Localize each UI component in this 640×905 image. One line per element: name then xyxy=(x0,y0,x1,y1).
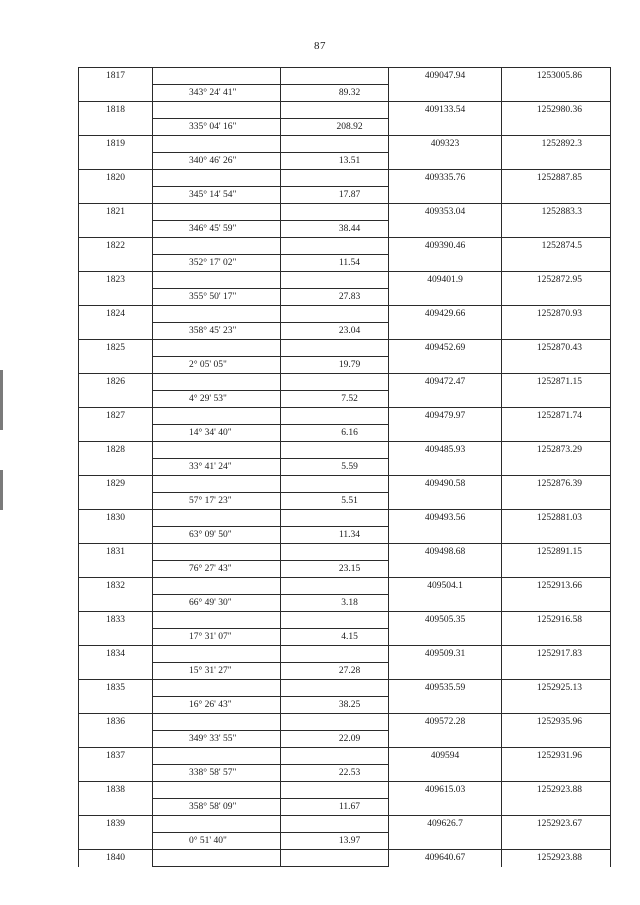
distance-cell-empty xyxy=(281,544,389,561)
station-cell-empty xyxy=(79,459,153,476)
station-row xyxy=(79,748,611,765)
bearing-cell-empty xyxy=(153,544,281,561)
distance-cell: 22.53 xyxy=(281,765,389,782)
northing-cell-empty xyxy=(389,153,502,170)
bearing-cell: 345° 14' 54" xyxy=(153,187,281,204)
easting-cell: 1252935.96 xyxy=(502,714,611,731)
segment-row xyxy=(79,799,611,816)
segment-row xyxy=(79,255,611,272)
northing-cell: 409133.54 xyxy=(389,102,502,119)
segment-row xyxy=(79,357,611,374)
northing-cell: 409505.35 xyxy=(389,612,502,629)
northing-cell-empty xyxy=(389,255,502,272)
northing-cell-empty xyxy=(389,187,502,204)
easting-cell-empty xyxy=(502,425,611,442)
easting-cell: 1252923.67 xyxy=(502,816,611,833)
bearing-cell: 14° 34' 40" xyxy=(153,425,281,442)
station-cell-empty xyxy=(79,391,153,408)
northing-cell: 409509.31 xyxy=(389,646,502,663)
distance-cell-empty xyxy=(281,782,389,799)
station-cell: 1820 xyxy=(79,170,153,187)
station-row xyxy=(79,612,611,629)
station-row xyxy=(79,340,611,357)
station-cell-empty xyxy=(79,119,153,136)
northing-cell: 409594 xyxy=(389,748,502,765)
station-row xyxy=(79,816,611,833)
bearing-cell-empty xyxy=(153,340,281,357)
easting-cell-empty xyxy=(502,663,611,680)
segment-row xyxy=(79,85,611,102)
easting-cell: 1252876.39 xyxy=(502,476,611,493)
northing-cell-empty xyxy=(389,561,502,578)
segment-row xyxy=(79,833,611,850)
station-cell-empty xyxy=(79,255,153,272)
easting-cell: 1252931.96 xyxy=(502,748,611,765)
bearing-cell: 335° 04' 16" xyxy=(153,119,281,136)
distance-cell-empty xyxy=(281,204,389,221)
station-cell-empty xyxy=(79,493,153,510)
station-row xyxy=(79,680,611,697)
distance-cell: 38.44 xyxy=(281,221,389,238)
bearing-cell: 2° 05' 05" xyxy=(153,357,281,374)
distance-cell: 27.28 xyxy=(281,663,389,680)
station-cell: 1840 xyxy=(79,850,153,867)
station-row xyxy=(79,442,611,459)
easting-cell-empty xyxy=(502,833,611,850)
easting-cell: 1252871.74 xyxy=(502,408,611,425)
northing-cell-empty xyxy=(389,697,502,714)
easting-cell: 1252917.83 xyxy=(502,646,611,663)
bearing-cell-empty xyxy=(153,612,281,629)
distance-cell-empty xyxy=(281,102,389,119)
segment-row xyxy=(79,221,611,238)
northing-cell: 409535.59 xyxy=(389,680,502,697)
easting-cell-empty xyxy=(502,493,611,510)
station-cell-empty xyxy=(79,799,153,816)
bearing-cell: 76° 27' 43" xyxy=(153,561,281,578)
distance-cell: 19.79 xyxy=(281,357,389,374)
northing-cell-empty xyxy=(389,357,502,374)
northing-cell: 409485.93 xyxy=(389,442,502,459)
distance-cell: 3.18 xyxy=(281,595,389,612)
distance-cell: 4.15 xyxy=(281,629,389,646)
station-cell: 1828 xyxy=(79,442,153,459)
station-row xyxy=(79,68,611,85)
distance-cell: 23.15 xyxy=(281,561,389,578)
easting-cell-empty xyxy=(502,85,611,102)
left-margin-mark xyxy=(0,370,3,430)
station-cell-empty xyxy=(79,697,153,714)
easting-cell: 1252925.13 xyxy=(502,680,611,697)
station-row xyxy=(79,272,611,289)
easting-cell: 1252980.36 xyxy=(502,102,611,119)
distance-cell-empty xyxy=(281,408,389,425)
station-cell: 1825 xyxy=(79,340,153,357)
northing-cell-empty xyxy=(389,459,502,476)
station-row xyxy=(79,170,611,187)
station-cell-empty xyxy=(79,527,153,544)
easting-cell-empty xyxy=(502,255,611,272)
northing-cell: 409390.46 xyxy=(389,238,502,255)
bearing-cell: 338° 58' 57" xyxy=(153,765,281,782)
distance-cell-empty xyxy=(281,374,389,391)
bearing-cell-empty xyxy=(153,204,281,221)
station-cell: 1818 xyxy=(79,102,153,119)
station-cell: 1817 xyxy=(79,68,153,85)
station-cell-empty xyxy=(79,153,153,170)
easting-cell: 1252873.29 xyxy=(502,442,611,459)
station-cell: 1819 xyxy=(79,136,153,153)
easting-cell: 1252887.85 xyxy=(502,170,611,187)
bearing-cell-empty xyxy=(153,850,281,867)
distance-cell-empty xyxy=(281,714,389,731)
northing-cell: 409626.7 xyxy=(389,816,502,833)
station-cell-empty xyxy=(79,561,153,578)
station-row xyxy=(79,306,611,323)
left-margin-mark xyxy=(0,470,3,510)
northing-cell: 409493.56 xyxy=(389,510,502,527)
easting-cell-empty xyxy=(502,391,611,408)
easting-cell-empty xyxy=(502,153,611,170)
distance-cell-empty xyxy=(281,748,389,765)
easting-cell-empty xyxy=(502,289,611,306)
northing-cell-empty xyxy=(389,663,502,680)
station-cell: 1821 xyxy=(79,204,153,221)
distance-cell: 89.32 xyxy=(281,85,389,102)
station-cell-empty xyxy=(79,629,153,646)
station-cell: 1833 xyxy=(79,612,153,629)
station-cell-empty xyxy=(79,425,153,442)
bearing-cell-empty xyxy=(153,170,281,187)
bearing-cell-empty xyxy=(153,816,281,833)
distance-cell: 22.09 xyxy=(281,731,389,748)
northing-cell: 409452.69 xyxy=(389,340,502,357)
easting-cell: 1252891.15 xyxy=(502,544,611,561)
station-cell: 1834 xyxy=(79,646,153,663)
bearing-cell: 16° 26' 43" xyxy=(153,697,281,714)
station-cell: 1837 xyxy=(79,748,153,765)
bearing-cell-empty xyxy=(153,68,281,85)
bearing-cell: 57° 17' 23" xyxy=(153,493,281,510)
station-cell-empty xyxy=(79,221,153,238)
easting-cell: 1252923.88 xyxy=(502,782,611,799)
easting-cell-empty xyxy=(502,799,611,816)
easting-cell-empty xyxy=(502,697,611,714)
station-cell-empty xyxy=(79,187,153,204)
northing-cell-empty xyxy=(389,595,502,612)
distance-cell-empty xyxy=(281,816,389,833)
distance-cell: 7.52 xyxy=(281,391,389,408)
bearing-cell: 17° 31' 07" xyxy=(153,629,281,646)
easting-cell: 1252872.95 xyxy=(502,272,611,289)
easting-cell: 1253005.86 xyxy=(502,68,611,85)
station-cell: 1831 xyxy=(79,544,153,561)
distance-cell-empty xyxy=(281,68,389,85)
easting-cell-empty xyxy=(502,561,611,578)
station-cell: 1835 xyxy=(79,680,153,697)
distance-cell: 23.04 xyxy=(281,323,389,340)
northing-cell-empty xyxy=(389,221,502,238)
easting-cell: 1252892.3 xyxy=(502,136,611,153)
northing-cell-empty xyxy=(389,765,502,782)
northing-cell-empty xyxy=(389,119,502,136)
easting-cell-empty xyxy=(502,187,611,204)
station-cell: 1836 xyxy=(79,714,153,731)
segment-row xyxy=(79,595,611,612)
bearing-cell-empty xyxy=(153,680,281,697)
distance-cell-empty xyxy=(281,646,389,663)
segment-row xyxy=(79,289,611,306)
station-row xyxy=(79,238,611,255)
bearing-cell-empty xyxy=(153,408,281,425)
station-row xyxy=(79,136,611,153)
northing-cell-empty xyxy=(389,425,502,442)
bearing-cell: 4° 29' 53" xyxy=(153,391,281,408)
segment-row xyxy=(79,493,611,510)
northing-cell: 409335.76 xyxy=(389,170,502,187)
station-cell-empty xyxy=(79,289,153,306)
distance-cell-empty xyxy=(281,442,389,459)
distance-cell-empty xyxy=(281,680,389,697)
bearing-cell-empty xyxy=(153,714,281,731)
bearing-cell: 349° 33' 55" xyxy=(153,731,281,748)
bearing-cell-empty xyxy=(153,442,281,459)
bearing-cell-empty xyxy=(153,782,281,799)
bearing-cell-empty xyxy=(153,476,281,493)
distance-cell: 5.51 xyxy=(281,493,389,510)
bearing-cell-empty xyxy=(153,646,281,663)
bearing-cell: 355° 50' 17" xyxy=(153,289,281,306)
easting-cell-empty xyxy=(502,323,611,340)
easting-cell-empty xyxy=(502,765,611,782)
station-cell-empty xyxy=(79,663,153,680)
station-row xyxy=(79,714,611,731)
bearing-cell: 33° 41' 24" xyxy=(153,459,281,476)
distance-cell-empty xyxy=(281,306,389,323)
easting-cell-empty xyxy=(502,527,611,544)
bearing-cell-empty xyxy=(153,748,281,765)
northing-cell-empty xyxy=(389,289,502,306)
station-row xyxy=(79,510,611,527)
bearing-cell: 346° 45' 59" xyxy=(153,221,281,238)
distance-cell: 17.87 xyxy=(281,187,389,204)
station-row xyxy=(79,102,611,119)
page-number: 87 xyxy=(314,40,326,52)
station-cell: 1829 xyxy=(79,476,153,493)
bearing-cell-empty xyxy=(153,136,281,153)
segment-row xyxy=(79,561,611,578)
bearing-cell: 0° 51' 40" xyxy=(153,833,281,850)
station-row xyxy=(79,374,611,391)
bearing-cell-empty xyxy=(153,510,281,527)
segment-row xyxy=(79,663,611,680)
northing-cell: 409472.47 xyxy=(389,374,502,391)
northing-cell: 409429.66 xyxy=(389,306,502,323)
distance-cell: 11.67 xyxy=(281,799,389,816)
station-cell-empty xyxy=(79,595,153,612)
station-row xyxy=(79,476,611,493)
station-cell-empty xyxy=(79,765,153,782)
segment-row xyxy=(79,765,611,782)
distance-cell: 208.92 xyxy=(281,119,389,136)
station-row xyxy=(79,646,611,663)
northing-cell-empty xyxy=(389,833,502,850)
station-cell: 1839 xyxy=(79,816,153,833)
distance-cell-empty xyxy=(281,272,389,289)
segment-row xyxy=(79,187,611,204)
station-row xyxy=(79,544,611,561)
northing-cell: 409490.58 xyxy=(389,476,502,493)
station-cell-empty xyxy=(79,731,153,748)
northing-cell: 409640.67 xyxy=(389,850,502,867)
station-cell: 1827 xyxy=(79,408,153,425)
station-row xyxy=(79,408,611,425)
station-row xyxy=(79,578,611,595)
distance-cell-empty xyxy=(281,850,389,867)
distance-cell-empty xyxy=(281,476,389,493)
bearing-cell-empty xyxy=(153,238,281,255)
segment-row xyxy=(79,731,611,748)
easting-cell: 1252870.43 xyxy=(502,340,611,357)
traverse-table xyxy=(78,67,611,867)
easting-cell-empty xyxy=(502,459,611,476)
station-cell-empty xyxy=(79,833,153,850)
distance-cell-empty xyxy=(281,238,389,255)
bearing-cell-empty xyxy=(153,374,281,391)
bearing-cell: 358° 45' 23" xyxy=(153,323,281,340)
segment-row xyxy=(79,425,611,442)
distance-cell: 6.16 xyxy=(281,425,389,442)
northing-cell-empty xyxy=(389,85,502,102)
station-row xyxy=(79,850,611,867)
station-cell: 1824 xyxy=(79,306,153,323)
station-cell: 1822 xyxy=(79,238,153,255)
distance-cell: 5.59 xyxy=(281,459,389,476)
segment-row xyxy=(79,391,611,408)
distance-cell: 13.51 xyxy=(281,153,389,170)
segment-row xyxy=(79,629,611,646)
northing-cell: 409572.28 xyxy=(389,714,502,731)
traverse-table-body xyxy=(79,68,611,867)
northing-cell: 409401.9 xyxy=(389,272,502,289)
northing-cell-empty xyxy=(389,493,502,510)
northing-cell-empty xyxy=(389,629,502,646)
bearing-cell: 15° 31' 27" xyxy=(153,663,281,680)
segment-row xyxy=(79,697,611,714)
bearing-cell-empty xyxy=(153,102,281,119)
station-cell-empty xyxy=(79,85,153,102)
bearing-cell: 343° 24' 41" xyxy=(153,85,281,102)
distance-cell-empty xyxy=(281,510,389,527)
segment-row xyxy=(79,323,611,340)
easting-cell-empty xyxy=(502,629,611,646)
distance-cell-empty xyxy=(281,340,389,357)
segment-row xyxy=(79,459,611,476)
station-cell: 1832 xyxy=(79,578,153,595)
northing-cell: 409323 xyxy=(389,136,502,153)
northing-cell: 409353.04 xyxy=(389,204,502,221)
bearing-cell-empty xyxy=(153,272,281,289)
bearing-cell: 358° 58' 09" xyxy=(153,799,281,816)
station-cell: 1823 xyxy=(79,272,153,289)
easting-cell-empty xyxy=(502,119,611,136)
northing-cell-empty xyxy=(389,731,502,748)
station-cell-empty xyxy=(79,323,153,340)
distance-cell: 11.34 xyxy=(281,527,389,544)
segment-row xyxy=(79,119,611,136)
station-row xyxy=(79,782,611,799)
bearing-cell: 63° 09' 50" xyxy=(153,527,281,544)
distance-cell: 38.25 xyxy=(281,697,389,714)
station-cell: 1826 xyxy=(79,374,153,391)
segment-row xyxy=(79,527,611,544)
distance-cell: 27.83 xyxy=(281,289,389,306)
northing-cell-empty xyxy=(389,323,502,340)
northing-cell: 409047.94 xyxy=(389,68,502,85)
easting-cell-empty xyxy=(502,357,611,374)
bearing-cell: 340° 46' 26" xyxy=(153,153,281,170)
northing-cell-empty xyxy=(389,391,502,408)
easting-cell-empty xyxy=(502,595,611,612)
station-cell-empty xyxy=(79,357,153,374)
distance-cell-empty xyxy=(281,170,389,187)
bearing-cell: 352° 17' 02" xyxy=(153,255,281,272)
easting-cell: 1252870.93 xyxy=(502,306,611,323)
distance-cell-empty xyxy=(281,578,389,595)
easting-cell: 1252874.5 xyxy=(502,238,611,255)
distance-cell-empty xyxy=(281,612,389,629)
northing-cell: 409504.1 xyxy=(389,578,502,595)
segment-row xyxy=(79,153,611,170)
easting-cell: 1252881.03 xyxy=(502,510,611,527)
bearing-cell-empty xyxy=(153,578,281,595)
northing-cell: 409615.03 xyxy=(389,782,502,799)
easting-cell: 1252871.15 xyxy=(502,374,611,391)
easting-cell: 1252883.3 xyxy=(502,204,611,221)
bearing-cell-empty xyxy=(153,306,281,323)
northing-cell: 409498.68 xyxy=(389,544,502,561)
northing-cell-empty xyxy=(389,527,502,544)
easting-cell-empty xyxy=(502,221,611,238)
station-cell: 1830 xyxy=(79,510,153,527)
distance-cell-empty xyxy=(281,136,389,153)
easting-cell: 1252913.66 xyxy=(502,578,611,595)
easting-cell-empty xyxy=(502,731,611,748)
distance-cell: 13.97 xyxy=(281,833,389,850)
northing-cell: 409479.97 xyxy=(389,408,502,425)
station-cell: 1838 xyxy=(79,782,153,799)
distance-cell: 11.54 xyxy=(281,255,389,272)
bearing-cell: 66° 49' 30" xyxy=(153,595,281,612)
station-row xyxy=(79,204,611,221)
northing-cell-empty xyxy=(389,799,502,816)
easting-cell: 1252923.88 xyxy=(502,850,611,867)
easting-cell: 1252916.58 xyxy=(502,612,611,629)
